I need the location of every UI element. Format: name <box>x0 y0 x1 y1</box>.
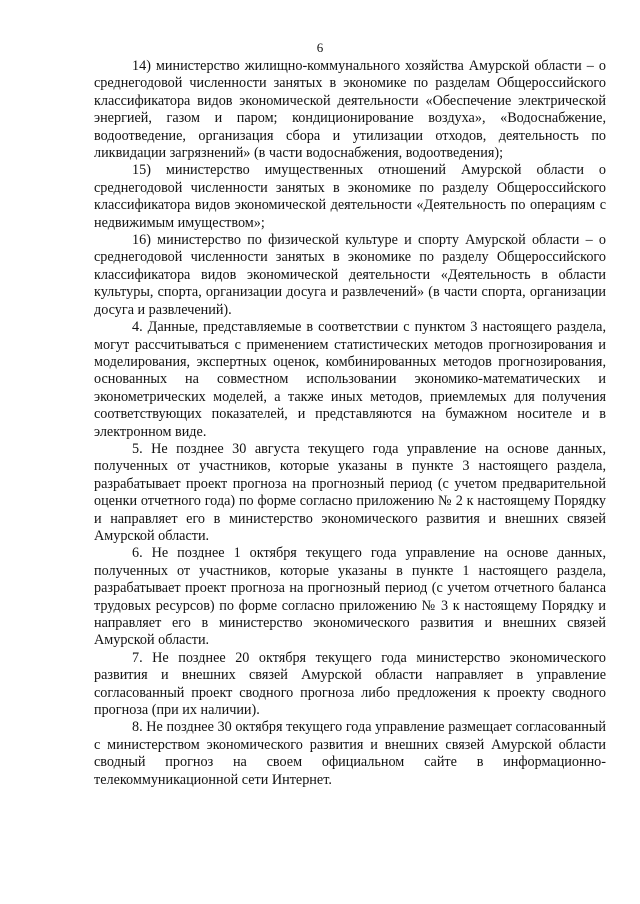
paragraph-section-5: 5. Не позднее 30 августа текущего года управление на основе данных, полученных от участников, которые указаны в пункте 3 настоящего раздела, разрабатывает проект прогноза на прогнозный период (с учетом предварительной оценки отчетного года) по форме согласно приложению № 2 к настоящему Порядку и направляет его в министерство экономического развития и внешних связей Амурской области. <box>94 440 606 544</box>
paragraph-item-14: 14) министерство жилищно-коммунального хозяйства Амурской области – о среднегодовой численности занятых в экономике по разделам Общероссийского классификатора видов экономической деятельности «Обеспечение электрической энергией, газом и паром; кондиционирование воздуха», «Водоснабжение, водоотведение, организация сбора и утилизации отходов, деятельность по ликвидации загрязнений» (в части водоснабжения, водоотведения); <box>94 58 606 162</box>
paragraph-section-7: 7. Не позднее 20 октября текущего года министерство экономического развития и внешних связей Амурской области направляет в управление согласованный проект сводного прогноза либо предложения к проекту сводного прогноза (при их наличии). <box>94 649 606 719</box>
paragraph-section-6: 6. Не позднее 1 октября текущего года управление на основе данных, полученных от участников, которые указаны в пункте 1 настоящего раздела, разрабатывает проект прогноза на прогнозный период (с учетом отчетного баланса трудовых ресурсов) по форме согласно приложению № 3 к настоящему Порядку и направляет его в министерство экономического развития и внешних связей Амурской области. <box>94 545 606 649</box>
paragraph-section-8: 8. Не позднее 30 октября текущего года управление размещает согласованный с министерством экономического развития и внешних связей Амурской области сводный прогноз на своем официальном сайте в информационно-телекоммуникационной сети Интернет. <box>94 719 606 788</box>
paragraph-item-15: 15) министерство имущественных отношений Амурской области о среднегодовой численности занятых в экономике по разделу Общероссийского классификатора видов экономической деятельности «Деятельность по операциям с недвижимым имуществом»; <box>94 162 606 231</box>
document-body <box>94 58 606 789</box>
paragraph-section-4: 4. Данные, представляемые в соответствии с пунктом 3 настоящего раздела, могут рассчитываться с применением статистических методов прогнозирования и моделирования, экспертных оценок, комбинированных методов прогнозирования, основанных на совместном использовании экономико-математических и эконометрических моделей, а также иных методов, приемлемых для получения соответствующих показателей, и представляются на бумажном носителе и в электронном виде. <box>94 319 606 440</box>
paragraph-item-16: 16) министерство по физической культуре и спорту Амурской области – о среднегодовой численности занятых в экономике по разделу Общероссийского классификатора видов экономической деятельности «Деятельность в области культуры, спорта, организации досуга и развлечений» (в части спорта, организации досуга и развлечений). <box>94 232 606 318</box>
page-number: 6 <box>316 40 324 55</box>
